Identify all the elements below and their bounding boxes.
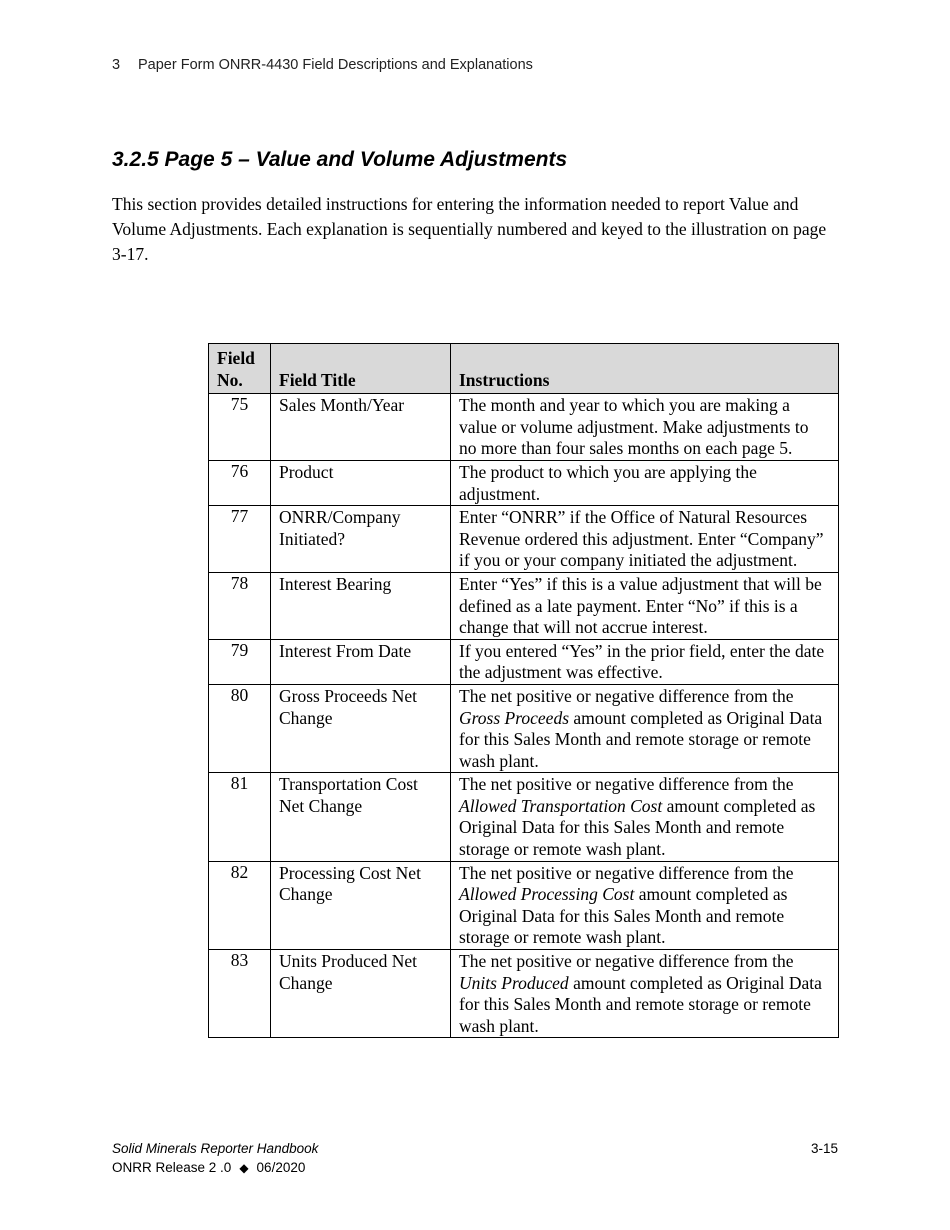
field-instructions <box>451 950 839 1038</box>
instruction-text: The month and year to which you are making a value or volume adjustment. Make adjustments to no more than four sales months on each page 5. <box>459 395 809 459</box>
field-number: 78 <box>209 572 271 639</box>
field-instructions <box>451 639 839 684</box>
field-no-label-line1: Field <box>217 348 255 368</box>
instruction-text: amount completed as Original Data for this Sales Month and remote storage or remote wash plant. <box>459 707 823 771</box>
field-instructions <box>451 460 839 505</box>
column-header-instructions: Instructions <box>451 344 839 394</box>
field-title: Interest Bearing <box>271 572 451 639</box>
instruction-text: If you entered “Yes” in the prior field, enter the date the adjustment was effective. <box>459 640 825 683</box>
field-title: Interest From Date <box>271 639 451 684</box>
field-number: 79 <box>209 639 271 684</box>
table-row <box>209 394 839 461</box>
chapter-title: Paper Form ONRR-4430 Field Descriptions and Explanations <box>138 57 533 73</box>
field-instructions <box>451 572 839 639</box>
field-number: 77 <box>209 506 271 573</box>
instruction-text: The net positive or negative difference from the <box>459 685 794 706</box>
instruction-text: The net positive or negative difference from the <box>459 774 794 795</box>
table-row <box>209 684 839 772</box>
field-number: 81 <box>209 773 271 861</box>
table-row <box>209 572 839 639</box>
table-row <box>209 861 839 949</box>
field-title: Processing Cost Net Change <box>271 861 451 949</box>
table-row <box>209 460 839 505</box>
chapter-number: 3 <box>112 57 121 73</box>
instruction-text: The net positive or negative difference from the <box>459 951 794 972</box>
instruction-text: amount completed as Original Data for this Sales Month and remote storage or remote wash plant. <box>459 884 788 948</box>
column-header-field-title: Field Title <box>271 344 451 394</box>
field-instructions <box>451 506 839 573</box>
field-instructions <box>451 394 839 461</box>
instruction-text: The product to which you are applying the adjustment. <box>459 461 757 504</box>
table-body <box>209 394 839 1038</box>
handbook-title: Solid Minerals Reporter Handbook <box>112 1141 319 1156</box>
instruction-emphasis: Allowed Transportation Cost <box>459 795 663 816</box>
field-instructions <box>451 773 839 861</box>
field-title: Gross Proceeds Net Change <box>271 684 451 772</box>
column-header-field-no <box>209 344 271 394</box>
release-line <box>112 1158 318 1178</box>
field-number: 83 <box>209 950 271 1038</box>
table-row <box>209 773 839 861</box>
field-instructions <box>451 861 839 949</box>
instruction-text: amount completed as Original Data for this Sales Month and remote storage or remote wash plant. <box>459 972 822 1036</box>
field-title: Sales Month/Year <box>271 394 451 461</box>
field-no-label-line2: No. <box>217 369 243 390</box>
field-title: Units Produced Net Change <box>271 950 451 1038</box>
field-title: Product <box>271 460 451 505</box>
page-number: 3-15 <box>810 1141 838 1156</box>
instruction-text: amount completed as Original Data for this Sales Month and remote storage or remote wash plant. <box>459 795 816 860</box>
field-number: 80 <box>209 684 271 772</box>
table-header-row <box>209 344 839 394</box>
instruction-emphasis: Gross Proceeds <box>459 707 570 728</box>
field-number: 75 <box>209 394 271 461</box>
field-number: 76 <box>209 460 271 505</box>
field-instructions <box>451 684 839 772</box>
footer-left <box>112 1139 318 1178</box>
table-row <box>209 950 839 1038</box>
instruction-emphasis: Allowed Processing Cost <box>459 884 635 905</box>
running-header <box>112 57 533 73</box>
instruction-text: Enter “ONRR” if the Office of Natural Resources Revenue ordered this adjustment. Enter “Company” if you or your company initiated the adjustment. <box>459 507 824 571</box>
instruction-text: The net positive or negative difference from the <box>459 862 794 883</box>
diamond-icon: ◆ <box>239 1161 249 1175</box>
instruction-text: Enter “Yes” if this is a value adjustment that will be defined as a late payment. Enter “No” if this is a change that will not accrue interest. <box>459 573 822 638</box>
field-descriptions-table <box>208 343 839 1038</box>
table-row <box>209 506 839 573</box>
field-title: Transportation Cost Net Change <box>271 773 451 861</box>
release-label: ONRR Release 2 .0 <box>112 1160 232 1175</box>
release-date: 06/2020 <box>256 1160 306 1175</box>
table-row <box>209 639 839 684</box>
intro-paragraph: This section provides detailed instructions for entering the information needed to report Value and Volume Adjustments. Each explanation is sequentially numbered and keyed to the illustration on page 3-17. <box>112 194 827 264</box>
section-heading: 3.2.5 Page 5 – Value and Volume Adjustments <box>112 148 568 171</box>
field-title: ONRR/Company Initiated? <box>271 506 451 573</box>
instruction-emphasis: Units Produced <box>459 972 569 993</box>
field-number: 82 <box>209 861 271 949</box>
